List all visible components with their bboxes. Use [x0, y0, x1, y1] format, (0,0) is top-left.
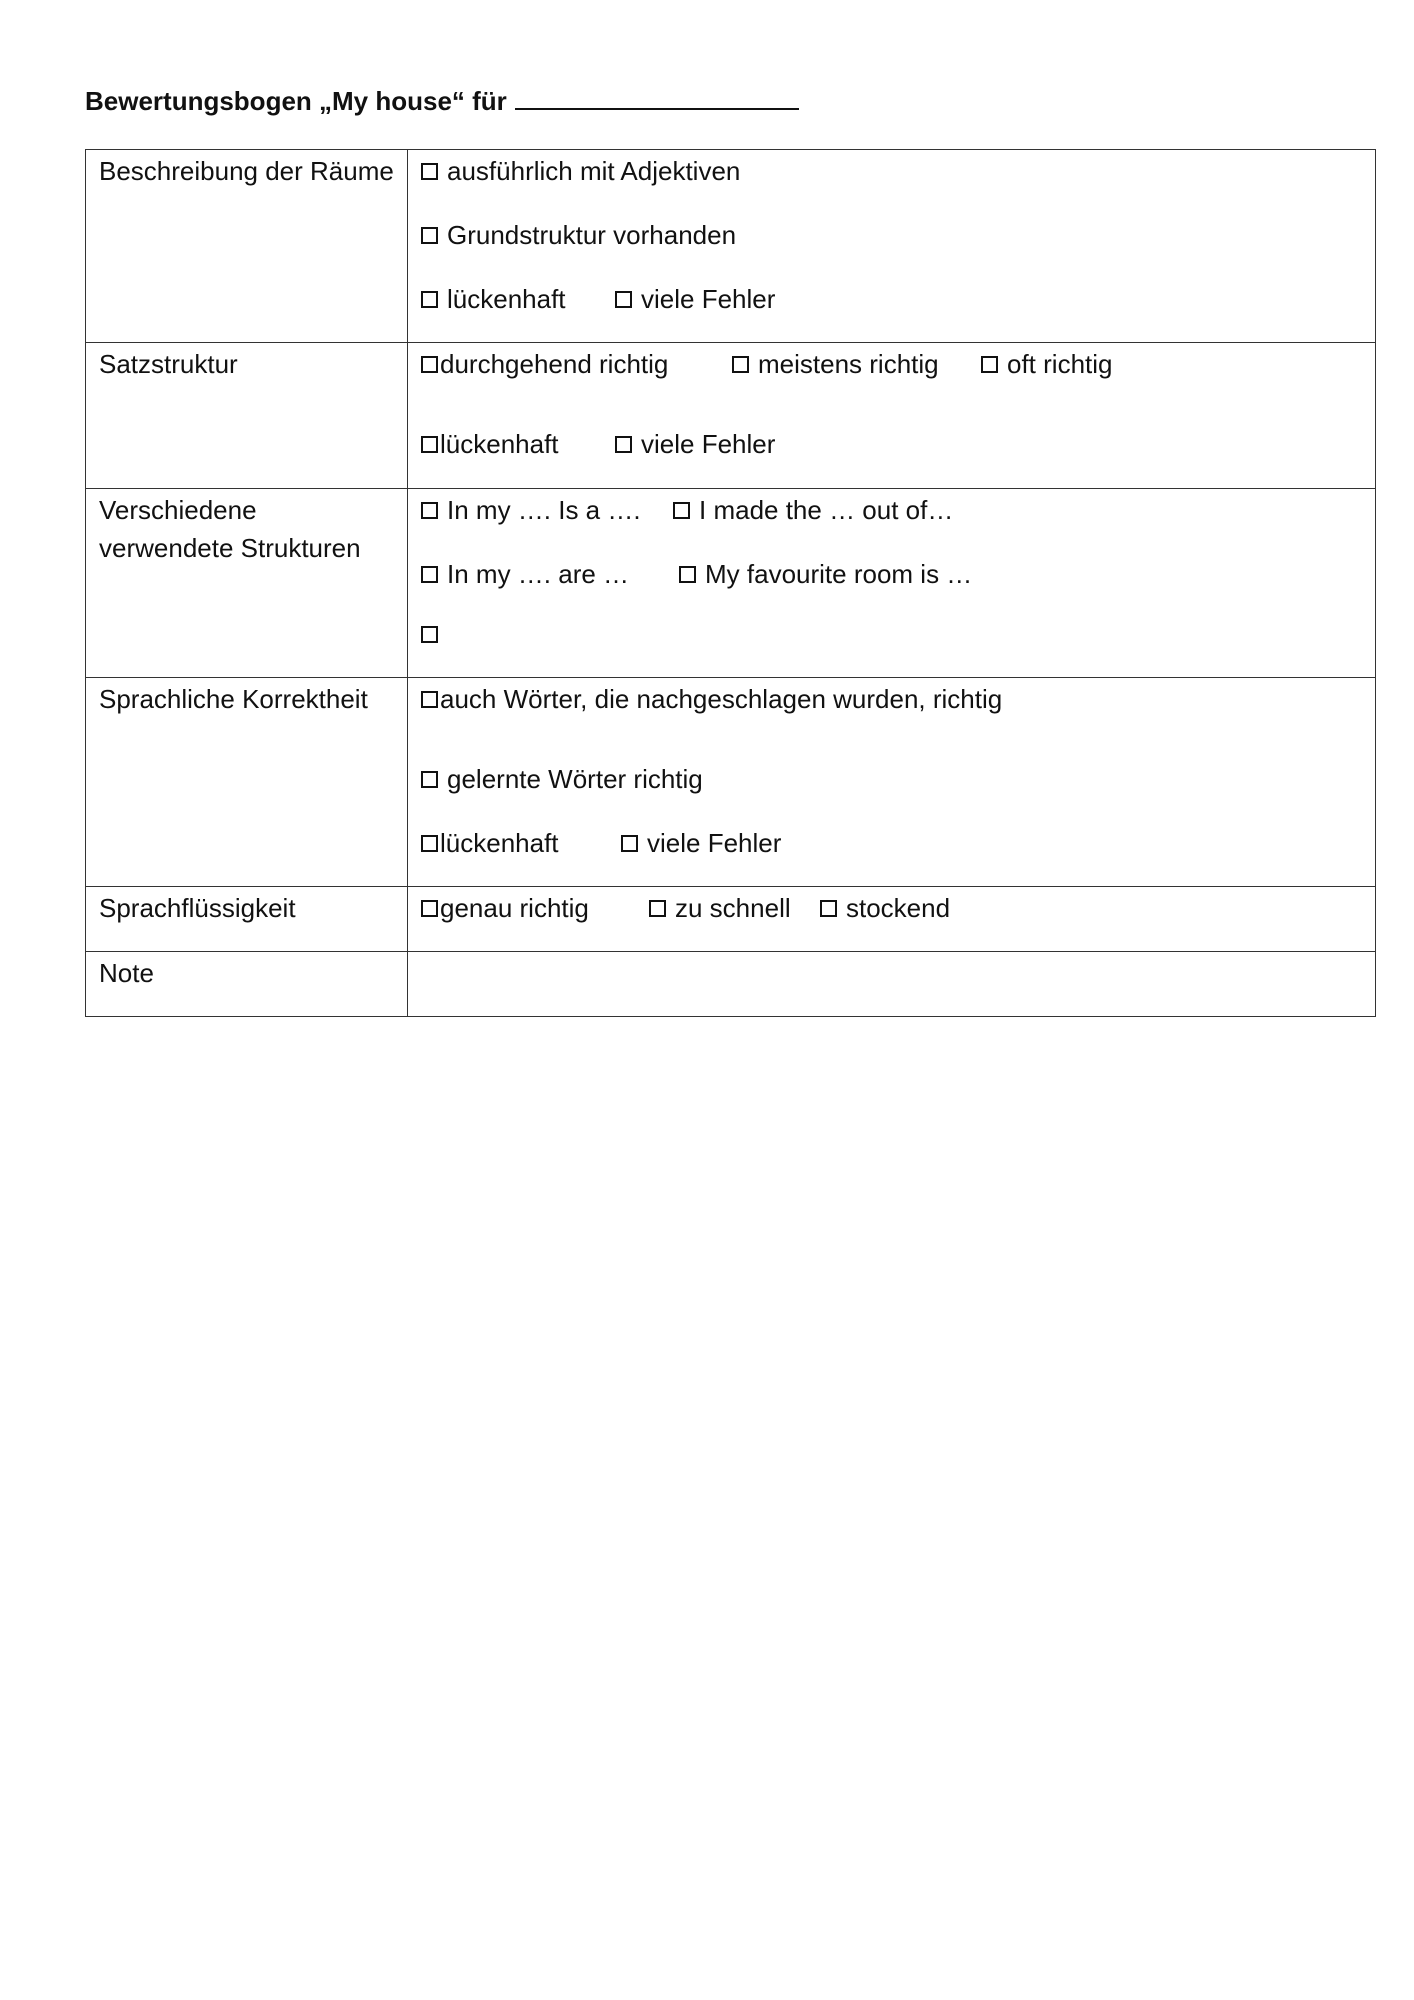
option[interactable]	[421, 425, 615, 463]
table-row	[86, 678, 1376, 887]
option[interactable]	[673, 491, 953, 529]
option[interactable]	[421, 491, 673, 529]
option[interactable]	[421, 626, 447, 643]
checkbox-icon[interactable]	[421, 771, 438, 788]
table-row	[86, 887, 1376, 952]
checkbox-icon[interactable]	[421, 227, 438, 244]
option-line	[421, 680, 1365, 718]
option-label: lückenhaft	[440, 429, 559, 459]
table-row	[86, 952, 1376, 1017]
option[interactable]	[820, 889, 950, 927]
option-line	[421, 425, 1365, 463]
option-label: stockend	[846, 893, 951, 923]
option[interactable]	[679, 555, 972, 593]
option-line	[421, 345, 1365, 383]
option-label: meistens richtig	[758, 349, 939, 379]
checkbox-icon[interactable]	[421, 502, 438, 519]
option[interactable]	[421, 345, 732, 383]
checkbox-icon[interactable]	[732, 356, 749, 373]
table-row	[86, 489, 1376, 678]
checkbox-icon[interactable]	[649, 900, 666, 917]
checkbox-icon[interactable]	[421, 163, 438, 180]
option-label: lückenhaft	[440, 828, 559, 858]
option-label: viele Fehler	[641, 429, 776, 459]
option[interactable]	[421, 555, 679, 593]
table-row	[86, 343, 1376, 489]
criterion-label: Note	[86, 952, 408, 1017]
checkbox-icon[interactable]	[421, 626, 438, 643]
option[interactable]	[981, 345, 1113, 383]
checkbox-icon[interactable]	[679, 566, 696, 583]
checkbox-icon[interactable]	[421, 356, 438, 373]
option-line	[421, 824, 1365, 862]
option-line	[421, 280, 1365, 318]
table-row	[86, 150, 1376, 343]
option-line	[421, 889, 1365, 927]
checkbox-icon[interactable]	[673, 502, 690, 519]
option-line	[421, 491, 1365, 529]
option-label: I made the … out of…	[699, 495, 954, 525]
checkbox-icon[interactable]	[421, 291, 438, 308]
criterion-label: Satzstruktur	[86, 343, 408, 489]
criterion-label: Beschreibung der Räume	[86, 150, 408, 343]
checkbox-icon[interactable]	[615, 436, 632, 453]
option-label: zu schnell	[675, 893, 791, 923]
option[interactable]	[421, 760, 703, 798]
criterion-label: Sprachflüssigkeit	[86, 887, 408, 952]
option[interactable]	[421, 216, 736, 254]
checkbox-icon[interactable]	[421, 835, 438, 852]
option-label: In my …. are …	[447, 559, 630, 589]
option-label: gelernte Wörter richtig	[447, 764, 703, 794]
criterion-options	[408, 678, 1376, 887]
option-label: viele Fehler	[647, 828, 782, 858]
evaluation-table	[85, 149, 1376, 1017]
option[interactable]	[421, 889, 649, 927]
option-line	[421, 760, 1365, 798]
option-line	[421, 152, 1365, 190]
criterion-options	[408, 489, 1376, 678]
checkbox-icon[interactable]	[421, 436, 438, 453]
criterion-label: Sprachliche Korrektheit	[86, 678, 408, 887]
option[interactable]	[621, 824, 781, 862]
page-title	[85, 86, 799, 117]
option-line	[421, 615, 1365, 653]
option[interactable]	[732, 345, 981, 383]
checkbox-icon[interactable]	[981, 356, 998, 373]
checkbox-icon[interactable]	[820, 900, 837, 917]
option[interactable]	[421, 680, 1002, 718]
option-label: In my …. Is a ….	[447, 495, 641, 525]
checkbox-icon[interactable]	[621, 835, 638, 852]
checkbox-icon[interactable]	[421, 900, 438, 917]
criterion-options	[408, 343, 1376, 489]
option[interactable]	[649, 889, 820, 927]
option[interactable]	[421, 280, 615, 318]
option-label: Grundstruktur vorhanden	[447, 220, 737, 250]
option-line	[421, 216, 1365, 254]
option-label: lückenhaft	[447, 284, 566, 314]
checkbox-icon[interactable]	[421, 566, 438, 583]
option-label: oft richtig	[1007, 349, 1113, 379]
option-label: My favourite room is …	[705, 559, 973, 589]
grade-field[interactable]	[408, 952, 1376, 1017]
option-label: ausführlich mit Adjektiven	[447, 156, 741, 186]
option[interactable]	[421, 152, 740, 190]
criterion-label: Verschiedene verwendete Strukturen	[86, 489, 408, 678]
option-line	[421, 555, 1365, 593]
criterion-options	[408, 150, 1376, 343]
option-label: auch Wörter, die nachgeschlagen wurden, richtig	[440, 684, 1003, 714]
name-blank-line[interactable]	[515, 86, 799, 110]
option[interactable]	[421, 824, 621, 862]
criterion-options	[408, 887, 1376, 952]
option-label: viele Fehler	[641, 284, 776, 314]
option[interactable]	[615, 425, 775, 463]
title-text: Bewertungsbogen „My house“ für	[85, 86, 507, 116]
checkbox-icon[interactable]	[615, 291, 632, 308]
option-label: durchgehend richtig	[440, 349, 669, 379]
checkbox-icon[interactable]	[421, 691, 438, 708]
option-label: genau richtig	[440, 893, 589, 923]
option[interactable]	[615, 280, 775, 318]
